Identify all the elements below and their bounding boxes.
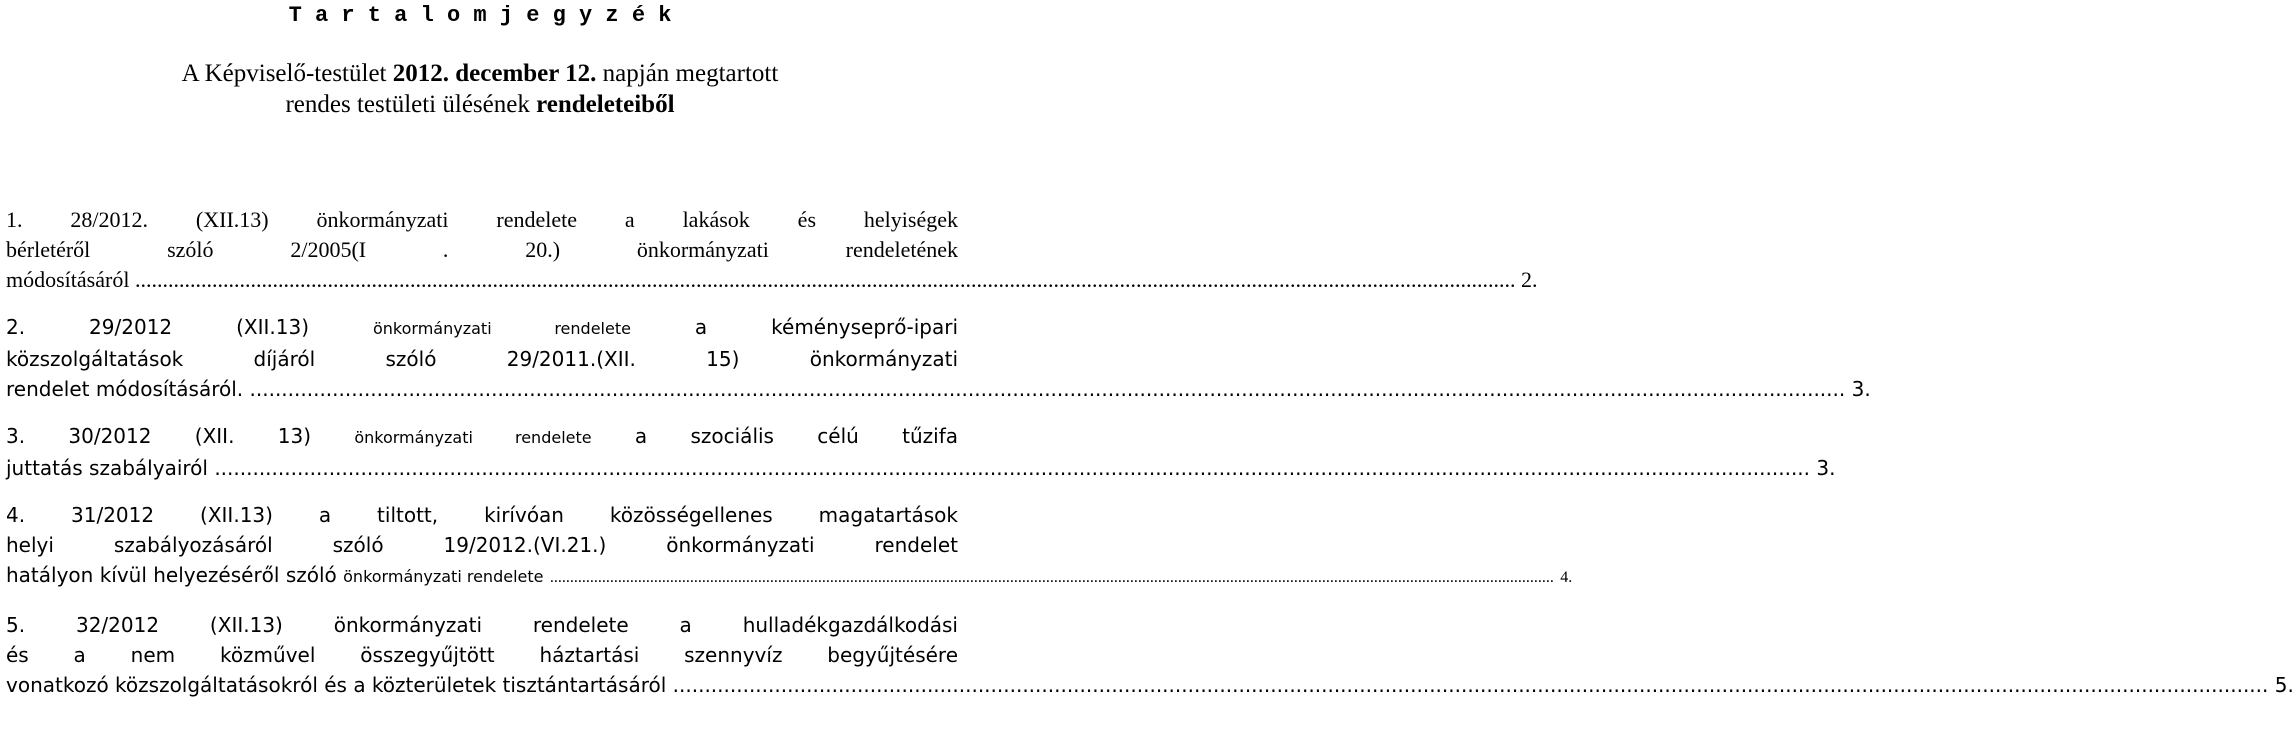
subtitle-bold: rendeleteiből xyxy=(536,91,675,118)
entry-last-line xyxy=(6,560,1573,593)
subtitle-date: 2012. december 12. xyxy=(392,60,597,87)
subtitle-text: A Képviselő-testület xyxy=(181,60,393,87)
entry-line: és a nem közművel összegyűjtött háztartási szennyvíz begyűjtésére xyxy=(6,643,958,667)
entry-text: a szociális célú tűzifa xyxy=(591,424,958,448)
entry-line xyxy=(6,421,958,453)
document-title: T a r t a l o m j e g y z é k xyxy=(288,3,672,28)
document-subtitle xyxy=(0,58,960,120)
entry-line: 4. 31/2012 (XII.13) a tiltott, kirívóan közösségellenes magatartások xyxy=(6,503,958,527)
entry-text: a kéményseprő-ipari xyxy=(630,315,959,339)
dot-leader xyxy=(250,377,1846,401)
entry-last-line xyxy=(6,670,2294,700)
toc-entry-1[interactable] xyxy=(6,205,1538,295)
dot-leader xyxy=(673,673,2269,697)
page-number: 2. xyxy=(1520,267,1538,292)
entry-text: 2. 29/2012 (XII.13) xyxy=(6,315,373,339)
page-number: 5. xyxy=(2274,673,2294,697)
entry-last-line xyxy=(6,374,1871,404)
page-number: 3. xyxy=(1816,456,1836,480)
entry-text: juttatás szabályairól xyxy=(6,456,208,480)
toc-entry-3[interactable] xyxy=(6,421,1836,483)
entry-text-small: önkormányzati rendelete xyxy=(343,567,544,586)
entry-text: vonatkozó közszolgáltatásokról és a közterületek tisztántartásáról xyxy=(6,673,667,697)
page-number: 3. xyxy=(1851,377,1871,401)
entry-last-line xyxy=(6,265,1538,295)
toc-entry-2[interactable] xyxy=(6,312,1871,404)
entry-text: hatályon kívül helyezéséről szóló xyxy=(6,563,344,587)
page-number: 4. xyxy=(1560,569,1573,586)
entry-line: 5. 32/2012 (XII.13) önkormányzati rendelete a hulladékgazdálkodási xyxy=(6,613,958,637)
table-of-contents xyxy=(6,205,2294,717)
entry-text: rendelet módosításáról. xyxy=(6,377,250,401)
entry-line: 1. 28/2012. (XII.13) önkormányzati rendelete a lakások és helyiségek xyxy=(6,207,958,232)
entry-line: közszolgáltatások díjáról szóló 29/2011.(XII. 15) önkormányzati xyxy=(6,347,958,371)
entry-text: 3. 30/2012 (XII. 13) xyxy=(6,424,355,448)
entry-text: módosításáról xyxy=(6,267,130,292)
dot-leader xyxy=(214,456,1810,480)
subtitle-line-2 xyxy=(0,89,960,120)
entry-text-small: önkormányzati rendelete xyxy=(373,319,631,338)
subtitle-line-1 xyxy=(0,58,960,89)
entry-last-line xyxy=(6,453,1836,483)
toc-entry-4[interactable] xyxy=(6,500,1573,593)
entry-line xyxy=(6,312,958,344)
entry-line: bérletéről szóló 2/2005(I . 20.) önkormányzati rendeletének xyxy=(6,237,958,262)
dot-leader xyxy=(550,569,1554,586)
entry-line: helyi szabályozásáról szóló 19/2012.(VI.21.) önkormányzati rendelet xyxy=(6,533,958,557)
toc-entry-5[interactable] xyxy=(6,610,2294,700)
subtitle-text: rendes testületi ülésének xyxy=(285,91,537,118)
entry-text-small: önkormányzati rendelete xyxy=(354,428,592,447)
dot-leader xyxy=(135,267,1516,292)
subtitle-text: napján megtartott xyxy=(596,60,779,87)
